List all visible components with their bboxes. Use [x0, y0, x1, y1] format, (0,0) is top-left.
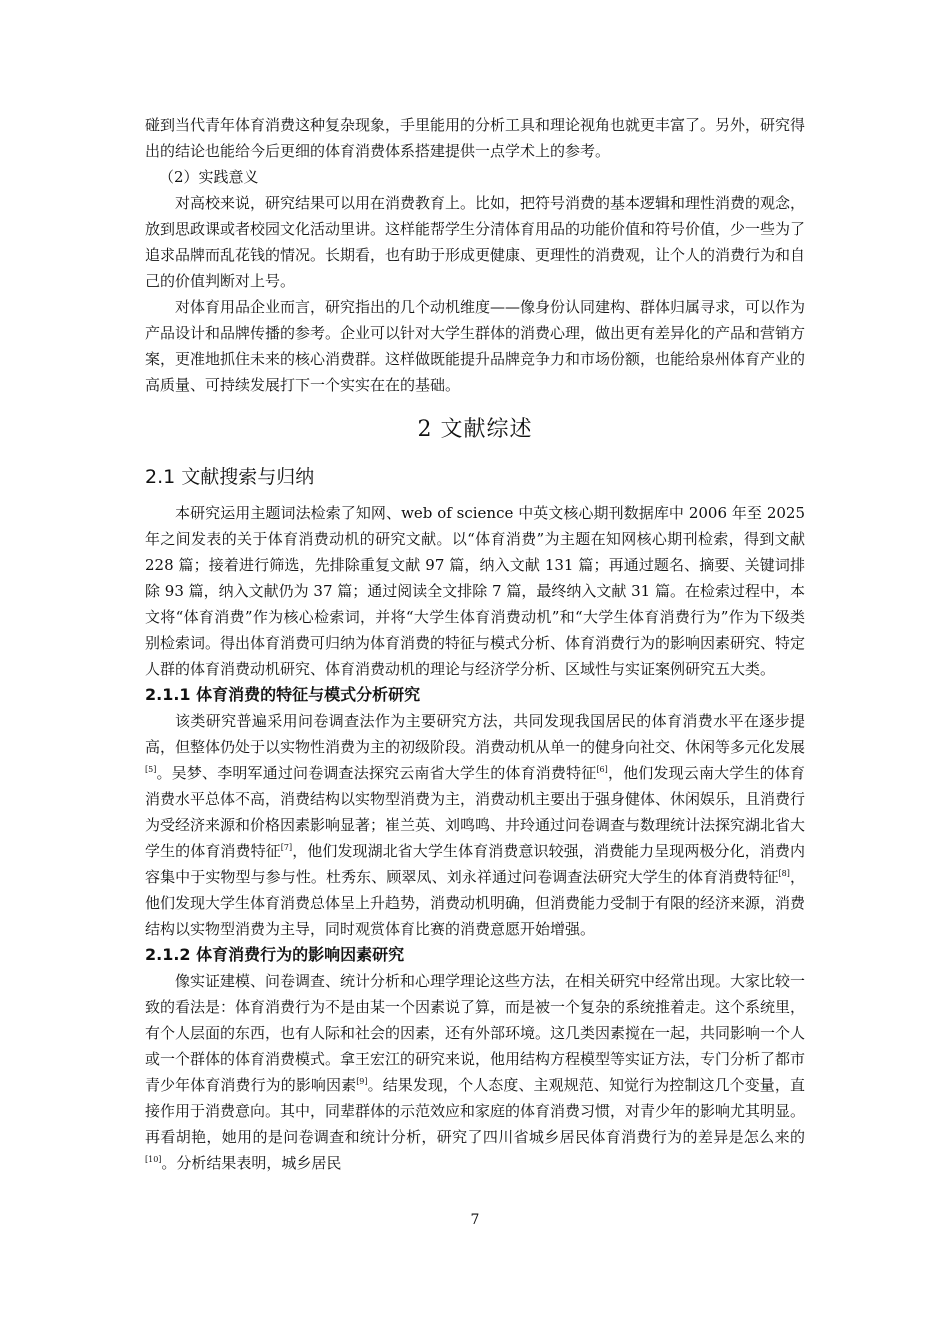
text-segment: 像实证建模、问卷调查、统计分析和心理学理论这些方法，在相关研究中经常出现。大家比较一致的看法是：体育消费行为不是由某一个因素说了算，而是被一个复杂的系统推着走。这个系统里，有个人层面的东西，也有人际和社会的因素，还有外部环境。这几类因素搅在一起，共同影响一个人或一个群体的体育消费模式。拿王宏江的研究来说，他用结构方程模型等实证方法，专门分析了都市青少年体育消费行为的影响因素 [145, 972, 806, 1094]
section-2-1-2-title: 2.1.2 体育消费行为的影响因素研究 [145, 945, 405, 964]
section-2-1-text: 本研究运用主题词法检索了知网、web of science 中英文核心期刊数据库中 2006 年至 2025 年之间发表的关于体育消费动机的研究文献。以“体育消费”为主题在知网核心期刊检索，得到文献 228 篇；接着进行筛选，先排除重复文献 97 篇，纳入文献 131 篇；再通过题名、摘要、关键词排除 93 篇，纳入文献仍为 37 篇；通过阅读全文排除 7 篇，最终纳入文献 31 篇。在检索过程中，本文将“体育消费”作为核心检索词，并将“大学生体育消费动机”和“大学生体育消费行为”作为下级类别检索词。得出体育消费可归纳为体育消费的特征与模式分析、体育消费行为的影响因素研究、特定人群的体育消费动机研究、体育消费动机的理论与经济学分析、区域性与实证案例研究五大类。 [145, 504, 806, 678]
text-segment: 。吴梦、李明军通过问卷调查法探究云南省大学生的体育消费特征 [156, 764, 597, 782]
citation: [8] [778, 869, 790, 878]
section-2-1-title: 2.1 文献搜索与归纳 [145, 466, 315, 488]
section-2-1-1-text [145, 708, 805, 942]
text-segment: 。结果发现，个人态度、主观规范、知觉行为控制这几个变量，直接作用于消费意向。其中，同辈群体的示范效应和家庭的体育消费习惯，对青少年的影响尤其明显。再看胡艳，她用的是问卷调查和统计分析，研究了四川省城乡居民体育消费行为的差异是怎么来的 [145, 1076, 806, 1146]
paragraph-university-education: 对高校来说，研究结果可以用在消费教育上。比如，把符号消费的基本逻辑和理性消费的观念，放到思政课或者校园文化活动里讲。这样能帮学生分清体育用品的功能价值和符号价值，少一些为了追求品牌而乱花钱的情况。长期看，也有助于形成更健康、更理性的消费观，让个人的消费行为和自己的价值判断对上号。 [145, 194, 806, 290]
section-2-1-1-title: 2.1.1 体育消费的特征与模式分析研究 [145, 685, 421, 704]
text-segment: ，他们发现湖北省大学生体育消费意识较强，消费能力呈现两极分化，消费内容集中于实物型与参与性。杜秀东、顾翠凤、刘永祥通过问卷调查法研究大学生的体育消费特征 [145, 842, 805, 886]
practice-significance-heading: （2）实践意义 [159, 168, 259, 186]
text-segment: ，他们发现云南大学生的体育消费水平总体不高，消费结构以实物型消费为主，消费动机主要出于强身健体、休闲娱乐，且消费行为受经济来源和价格因素影响显著；崔兰英、刘鸣鸣、井玲通过问卷调查与数理统计法探究湖北省大学生的体育消费特征 [145, 764, 806, 860]
chapter-title: 2 文献综述 [417, 417, 533, 442]
citation: [10] [145, 1155, 162, 1164]
citation: [6] [596, 765, 608, 774]
page-body [145, 112, 805, 1176]
text-segment: ，他们发现大学生体育消费总体呈上升趋势，消费动机明确，但消费能力受制于有限的经济来源，消费结构以实物型消费为主导，同时观赏体育比赛的消费意愿开始增强。 [145, 868, 806, 938]
citation: [9] [356, 1077, 368, 1086]
section-2-1-2-text [145, 968, 805, 1176]
citation: [7] [280, 843, 293, 852]
text-segment: 该类研究普遍采用问卷调查法作为主要研究方法，共同发现我国居民的体育消费水平在逐步提高，但整体仍处于以实物性消费为主的初级阶段。消费动机从单一的健身向社交、休闲等多元化发展 [145, 712, 806, 756]
paragraph-enterprise-application: 对体育用品企业而言，研究指出的几个动机维度——像身份认同建构、群体归属寻求，可以作为产品设计和品牌传播的参考。企业可以针对大学生群体的消费心理，做出更有差异化的产品和营销方案，更准地抓住未来的核心消费群。这样做既能提升品牌竞争力和市场份额，也能给泉州体育产业的高质量、可持续发展打下一个实实在在的基础。 [145, 298, 806, 394]
citation: [5] [145, 765, 157, 774]
page-number: 7 [470, 1212, 480, 1228]
paragraph-theory-significance-end: 碰到当代青年体育消费这种复杂现象，手里能用的分析工具和理论视角也就更丰富了。另外，研究得出的结论也能给今后更细的体育消费体系搭建提供一点学术上的参考。 [145, 116, 806, 160]
text-segment: 。分析结果表明，城乡居民 [161, 1154, 342, 1172]
